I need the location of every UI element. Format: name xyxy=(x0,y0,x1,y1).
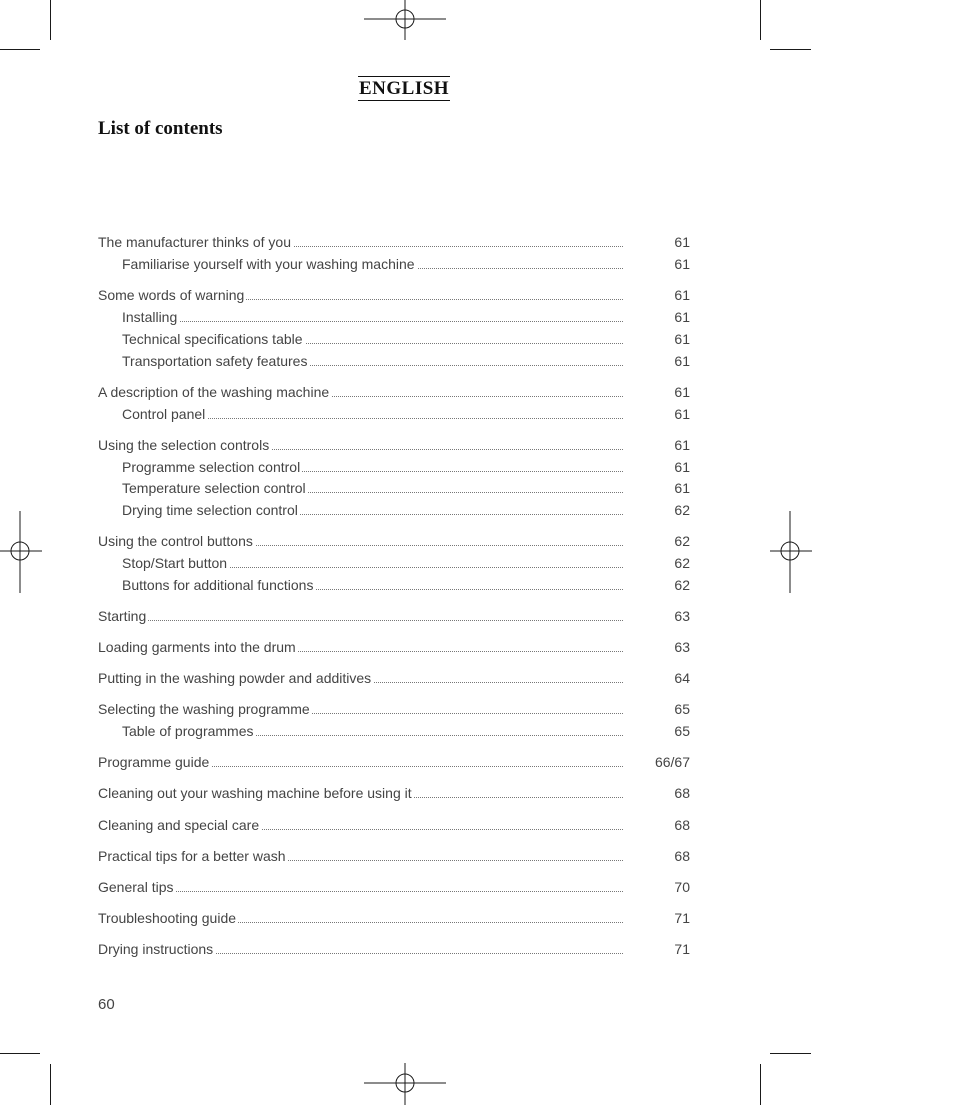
toc-entry-text: Programme guide xyxy=(98,754,210,770)
toc-entry-label xyxy=(98,877,623,897)
toc-entry-page: 64 xyxy=(674,670,690,686)
toc-entry-page: 68 xyxy=(674,848,690,864)
toc-entry-text: Transportation safety features xyxy=(122,353,308,369)
toc-entry-text: Programme selection control xyxy=(122,459,301,475)
toc-entry-label xyxy=(98,699,623,719)
toc-entry xyxy=(98,404,690,424)
toc-entry-text: Using the selection controls xyxy=(98,437,270,453)
toc-entry-label xyxy=(98,668,623,688)
toc-entry-label xyxy=(98,783,623,803)
page-number: 60 xyxy=(98,996,115,1013)
toc-entry xyxy=(98,637,690,657)
toc-entry-label xyxy=(122,553,623,573)
toc-entry-text: Technical specifications table xyxy=(122,331,303,347)
toc-entry-page: 61 xyxy=(674,309,690,325)
toc-entry xyxy=(98,329,690,349)
toc-entry xyxy=(98,457,690,477)
toc-entry-page: 71 xyxy=(674,910,690,926)
toc-entry-page: 68 xyxy=(674,785,690,801)
crop-mark xyxy=(0,1053,40,1054)
toc-entry-label xyxy=(122,457,623,477)
crop-mark xyxy=(760,1064,761,1105)
toc-entry-text: Using the control buttons xyxy=(98,533,253,549)
toc-entry xyxy=(98,553,690,573)
toc-entry-text: Starting xyxy=(98,608,147,624)
toc-entry xyxy=(98,435,690,455)
toc-entry xyxy=(98,877,690,897)
toc-entry-page: 61 xyxy=(674,353,690,369)
toc-entry-text: General tips xyxy=(98,879,174,895)
toc-entry xyxy=(98,815,690,835)
toc-entry xyxy=(98,285,690,305)
toc-entry-text: Practical tips for a better wash xyxy=(98,848,286,864)
registration-mark-top xyxy=(364,0,446,40)
toc-entry-label xyxy=(122,404,623,424)
toc-entry xyxy=(98,908,690,928)
toc-entry xyxy=(98,254,690,274)
toc-entry-page: 61 xyxy=(674,406,690,422)
toc-entry-label xyxy=(98,232,623,252)
toc-entry-page: 70 xyxy=(674,879,690,895)
toc-entry-label xyxy=(98,606,623,626)
toc-entry xyxy=(98,382,690,402)
toc-entry xyxy=(98,606,690,626)
toc-entry-label xyxy=(98,752,623,772)
toc-entry-label xyxy=(98,531,623,551)
toc-entry-label xyxy=(98,382,623,402)
toc-entry-text: Putting in the washing powder and additives xyxy=(98,670,372,686)
toc-entry-label xyxy=(98,939,623,959)
toc-entry-text: The manufacturer thinks of you xyxy=(98,234,291,250)
toc-entry-page: 61 xyxy=(674,331,690,347)
registration-mark-right xyxy=(770,511,812,593)
crop-mark xyxy=(770,49,811,50)
page-title: List of contents xyxy=(98,118,223,139)
toc-entry-text: Stop/Start button xyxy=(122,555,228,571)
toc-entry xyxy=(98,846,690,866)
toc-entry-label xyxy=(122,351,623,371)
registration-mark-bottom xyxy=(364,1063,446,1105)
toc-entry-page: 61 xyxy=(674,256,690,272)
toc-entry-label xyxy=(122,307,623,327)
toc-entry-label xyxy=(98,846,623,866)
toc-entry-page: 68 xyxy=(674,817,690,833)
toc-entry-label xyxy=(122,500,623,520)
toc-entry-text: Selecting the washing programme xyxy=(98,701,310,717)
toc-entry-text: Drying time selection control xyxy=(122,502,298,518)
toc-entry xyxy=(98,783,690,803)
toc-entry-text: Control panel xyxy=(122,406,206,422)
toc-entry-page: 61 xyxy=(674,480,690,496)
toc-entry xyxy=(98,575,690,595)
toc-entry-text: Temperature selection control xyxy=(122,480,306,496)
toc-entry xyxy=(98,232,690,252)
toc-entry-page: 61 xyxy=(674,437,690,453)
toc-entry-text: Some words of warning xyxy=(98,287,245,303)
language-heading: ENGLISH xyxy=(359,78,450,99)
toc-entry-page: 61 xyxy=(674,459,690,475)
toc-entry-text: Cleaning out your washing machine before using it xyxy=(98,785,412,801)
toc-entry-text: Buttons for additional functions xyxy=(122,577,314,593)
toc-entry-label xyxy=(122,478,623,498)
toc-entry xyxy=(98,721,690,741)
toc-entry-text: Loading garments into the drum xyxy=(98,639,296,655)
toc-entry-text: Cleaning and special care xyxy=(98,817,260,833)
toc-entry-text: Installing xyxy=(122,309,178,325)
toc-entry-label xyxy=(98,908,623,928)
toc-entry-label xyxy=(98,637,623,657)
toc-entry-page: 62 xyxy=(674,533,690,549)
toc-entry-label xyxy=(122,721,623,741)
toc-entry-page: 61 xyxy=(674,384,690,400)
toc-entry-text: Table of programmes xyxy=(122,723,254,739)
toc-entry xyxy=(98,351,690,371)
crop-mark xyxy=(0,49,40,50)
toc-entry-page: 65 xyxy=(674,723,690,739)
toc-entry-text: Familiarise yourself with your washing machine xyxy=(122,256,415,272)
toc-entry-label xyxy=(122,575,623,595)
toc-entry-label xyxy=(98,815,623,835)
toc-entry xyxy=(98,478,690,498)
toc-entry-page: 62 xyxy=(674,577,690,593)
toc-entry-page: 61 xyxy=(674,287,690,303)
toc-entry xyxy=(98,500,690,520)
crop-mark xyxy=(770,1053,811,1054)
toc-entry-page: 66/67 xyxy=(654,754,690,770)
toc-entry-label xyxy=(122,329,623,349)
toc-entry-page: 65 xyxy=(674,701,690,717)
toc-entry-page: 63 xyxy=(674,639,690,655)
crop-mark xyxy=(50,0,51,40)
toc-entry xyxy=(98,668,690,688)
toc-entry-label xyxy=(98,435,623,455)
toc-entry-text: Drying instructions xyxy=(98,941,214,957)
toc-entry xyxy=(98,531,690,551)
toc-entry-label xyxy=(122,254,623,274)
toc-entry xyxy=(98,752,690,772)
toc-entry-page: 62 xyxy=(674,555,690,571)
toc-entry-page: 71 xyxy=(674,941,690,957)
crop-mark xyxy=(50,1064,51,1105)
toc-entry xyxy=(98,699,690,719)
crop-mark xyxy=(760,0,761,40)
toc-entry-page: 63 xyxy=(674,608,690,624)
toc-entry-page: 61 xyxy=(674,234,690,250)
toc-entry-label xyxy=(98,285,623,305)
toc-entry-text: Troubleshooting guide xyxy=(98,910,237,926)
toc-entry-text: A description of the washing machine xyxy=(98,384,330,400)
registration-mark-left xyxy=(0,511,42,593)
toc-entry xyxy=(98,307,690,327)
toc-entry-page: 62 xyxy=(674,502,690,518)
toc-entry xyxy=(98,939,690,959)
